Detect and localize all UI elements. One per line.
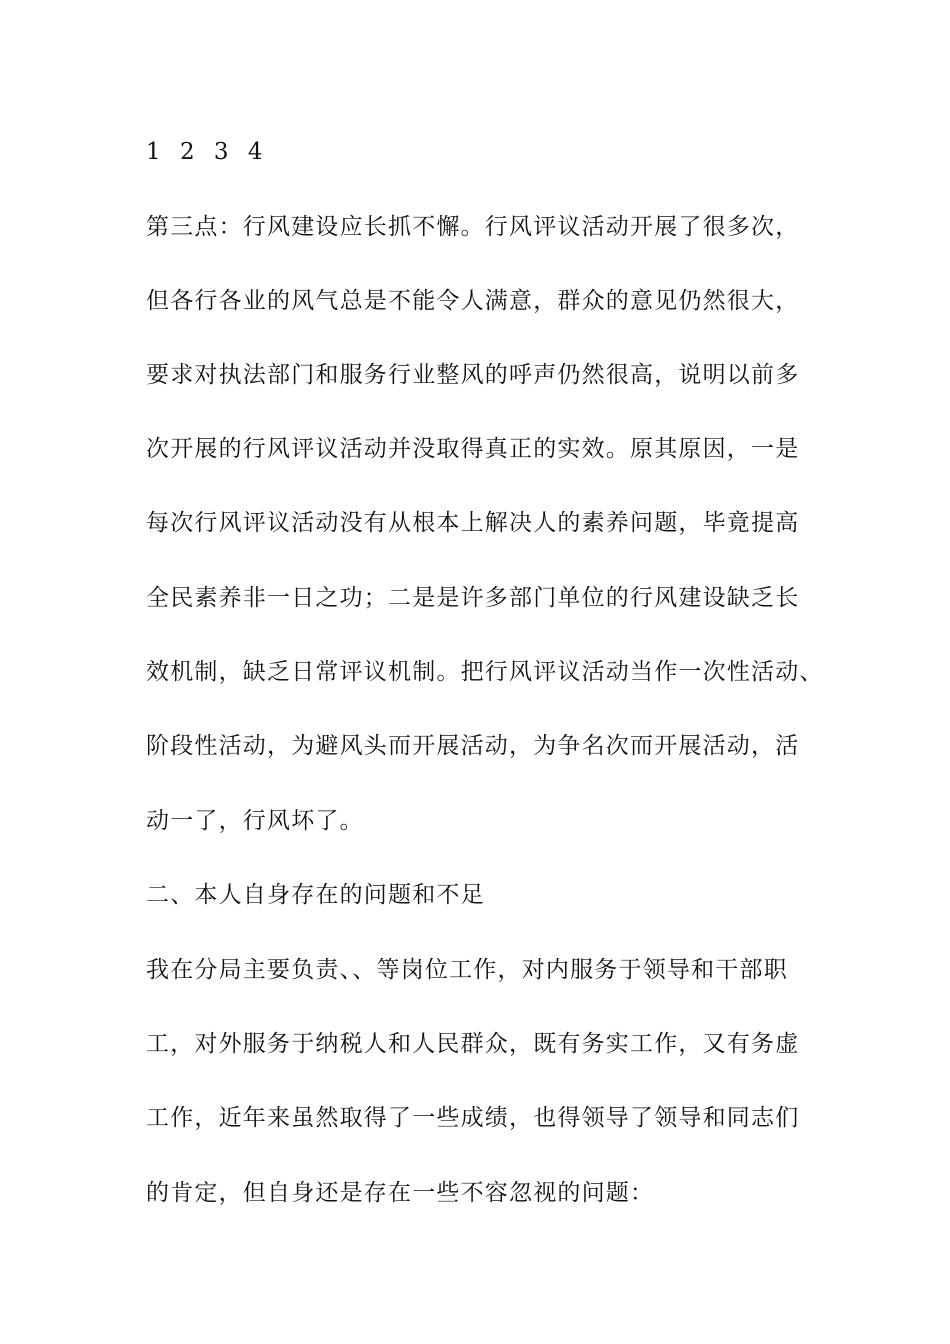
page-number-line: 1 2 3 4 — [146, 139, 269, 165]
text-line-11: 我在分局主要负责、、等岗位工作，对内服务于领导和干部职 — [146, 957, 788, 983]
text-line-2: 但各行各业的风气总是不能令人满意，群众的意见仍然很大， — [146, 288, 800, 314]
section-heading: 二、本人自身存在的问题和不足 — [146, 882, 485, 908]
text-line-4: 次开展的行风评议活动并没取得真正的实效。原其原因，一是 — [146, 436, 800, 462]
text-line-8: 阶段性活动，为避风头而开展活动，为争名次而开展活动，活 — [146, 733, 800, 759]
text-line-14: 的肯定，但自身还是存在一些不容忽视的问题： — [146, 1180, 655, 1206]
text-line-7: 效机制，缺乏日常评议机制。把行风评议活动当作一次性活动、 — [146, 659, 824, 685]
text-line-1: 第三点：行风建设应长抓不懈。行风评议活动开展了很多次， — [146, 214, 800, 240]
text-line-13: 工作，近年来虽然取得了一些成绩，也得领导了领导和同志们 — [146, 1105, 800, 1131]
text-line-5: 每次行风评议活动没有从根本上解决人的素养问题，毕竟提高 — [146, 510, 800, 536]
text-line-9: 动一了，行风坏了。 — [146, 808, 364, 834]
text-line-3: 要求对执法部门和服务行业整风的呼声仍然很高，说明以前多 — [146, 362, 800, 388]
text-line-6: 全民素养非一日之功；二是是许多部门单位的行风建设缺乏长 — [146, 585, 800, 611]
text-line-12: 工，对外服务于纳税人和人民群众，既有务实工作，又有务虚 — [146, 1031, 800, 1057]
